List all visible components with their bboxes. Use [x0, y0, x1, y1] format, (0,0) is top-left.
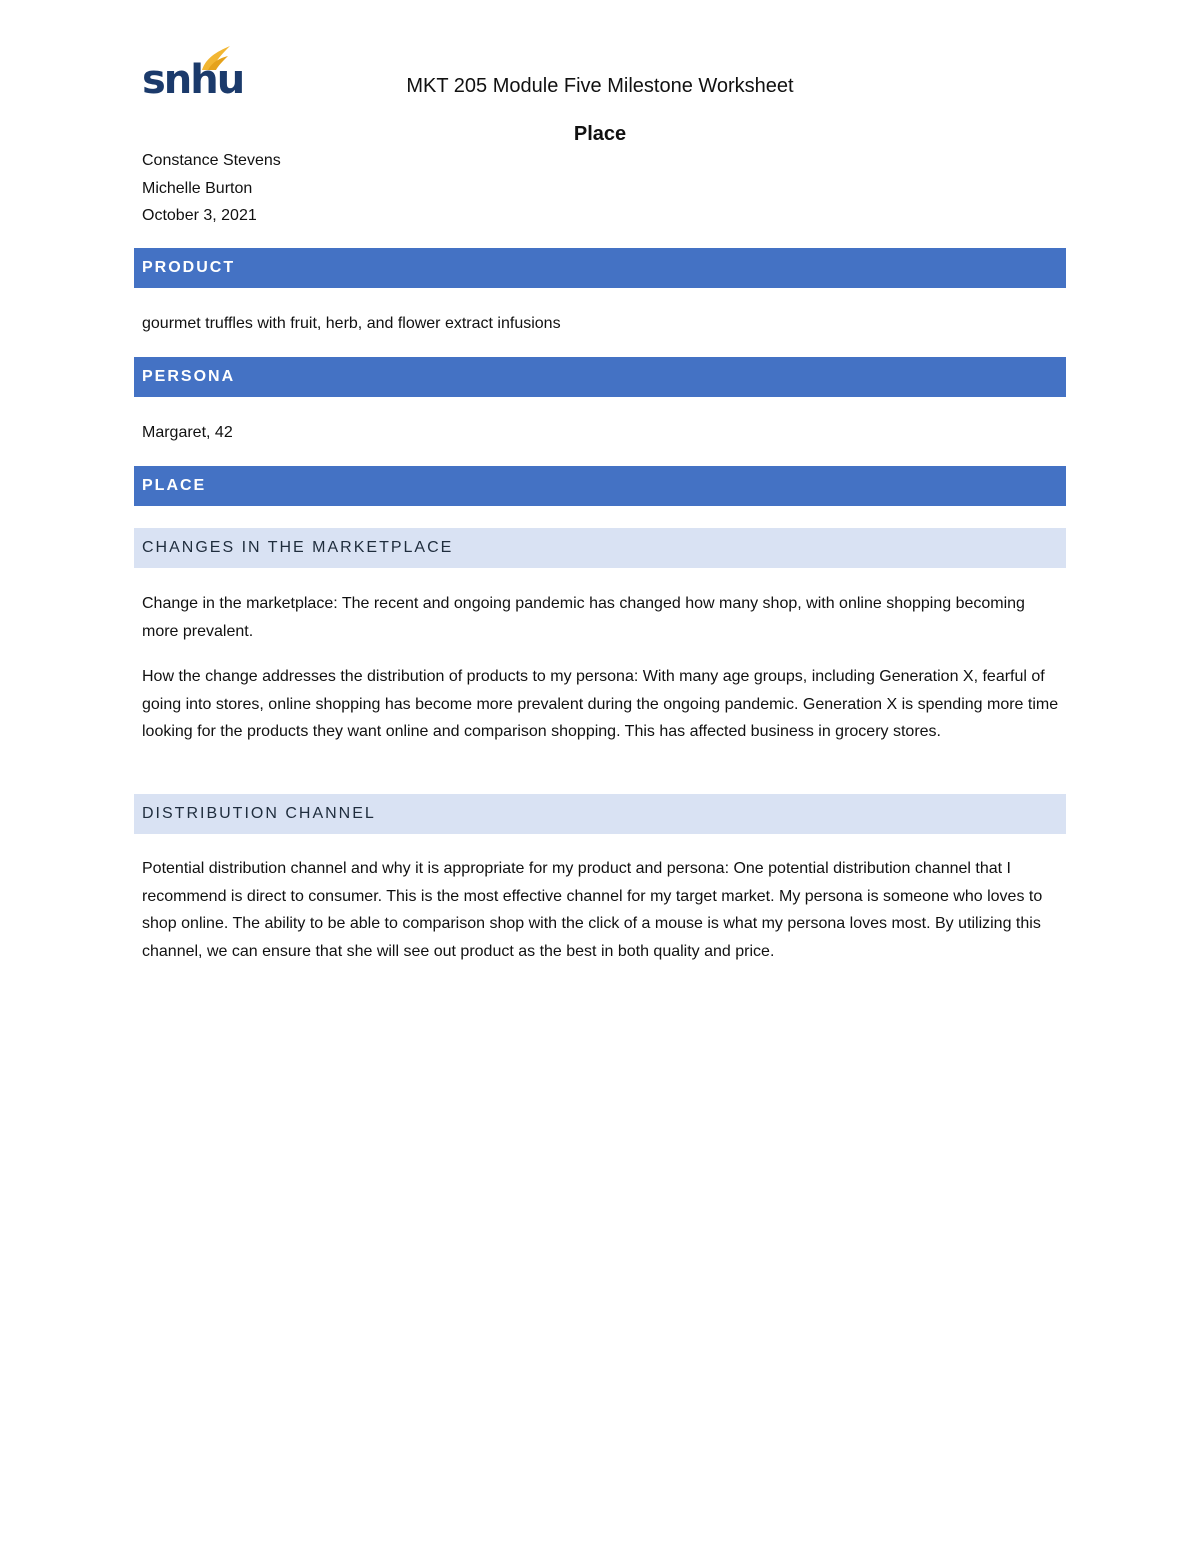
distribution-heading: DISTRIBUTION CHANNEL	[134, 794, 1066, 834]
submission-date: October 3, 2021	[142, 207, 257, 224]
changes-heading: CHANGES IN THE MARKETPLACE	[134, 528, 1066, 568]
document-subtitle: Place	[573, 123, 627, 145]
instructor-name: Michelle Burton	[142, 179, 253, 197]
product-text: gourmet truffles with fruit, herb, and flower extract infusions	[142, 315, 561, 332]
distribution-paragraph: Potential distribution channel and why it is appropriate for my product and persona: One potential distribution channel that I recommend is direct to consumer. This is the most effective channel for my target market. My persona is someone who loves to shop online. The ability to be able to comparison shop with the click of a mouse is what my persona loves most. By utilizing this channel, we can ensure that she will see out product as the best in both quality and price.	[142, 860, 1043, 960]
persona-text: Margaret, 42	[142, 424, 233, 441]
changes-paragraph-2: How the change addresses the distribution of products to my persona: With many age groups, including Generation X, fearful of going into stores, online shopping has become more prevalent during the ongoing pandemic. Generation X is spending more time looking for the products they want online and comparison shopping. This has affected business in grocery stores.	[142, 668, 1059, 740]
product-heading: PRODUCT	[134, 248, 1066, 288]
place-heading: PLACE	[134, 466, 1066, 506]
logo-text: snhu	[142, 57, 244, 103]
author-block	[142, 147, 281, 230]
document-title: MKT 205 Module Five Milestone Worksheet	[406, 75, 794, 97]
author-name: Constance Stevens	[142, 152, 281, 169]
changes-paragraph-1: Change in the marketplace: The recent and ongoing pandemic has changed how many shop, with online shopping becoming more prevalent.	[142, 595, 1025, 640]
persona-heading: PERSONA	[134, 357, 1066, 397]
